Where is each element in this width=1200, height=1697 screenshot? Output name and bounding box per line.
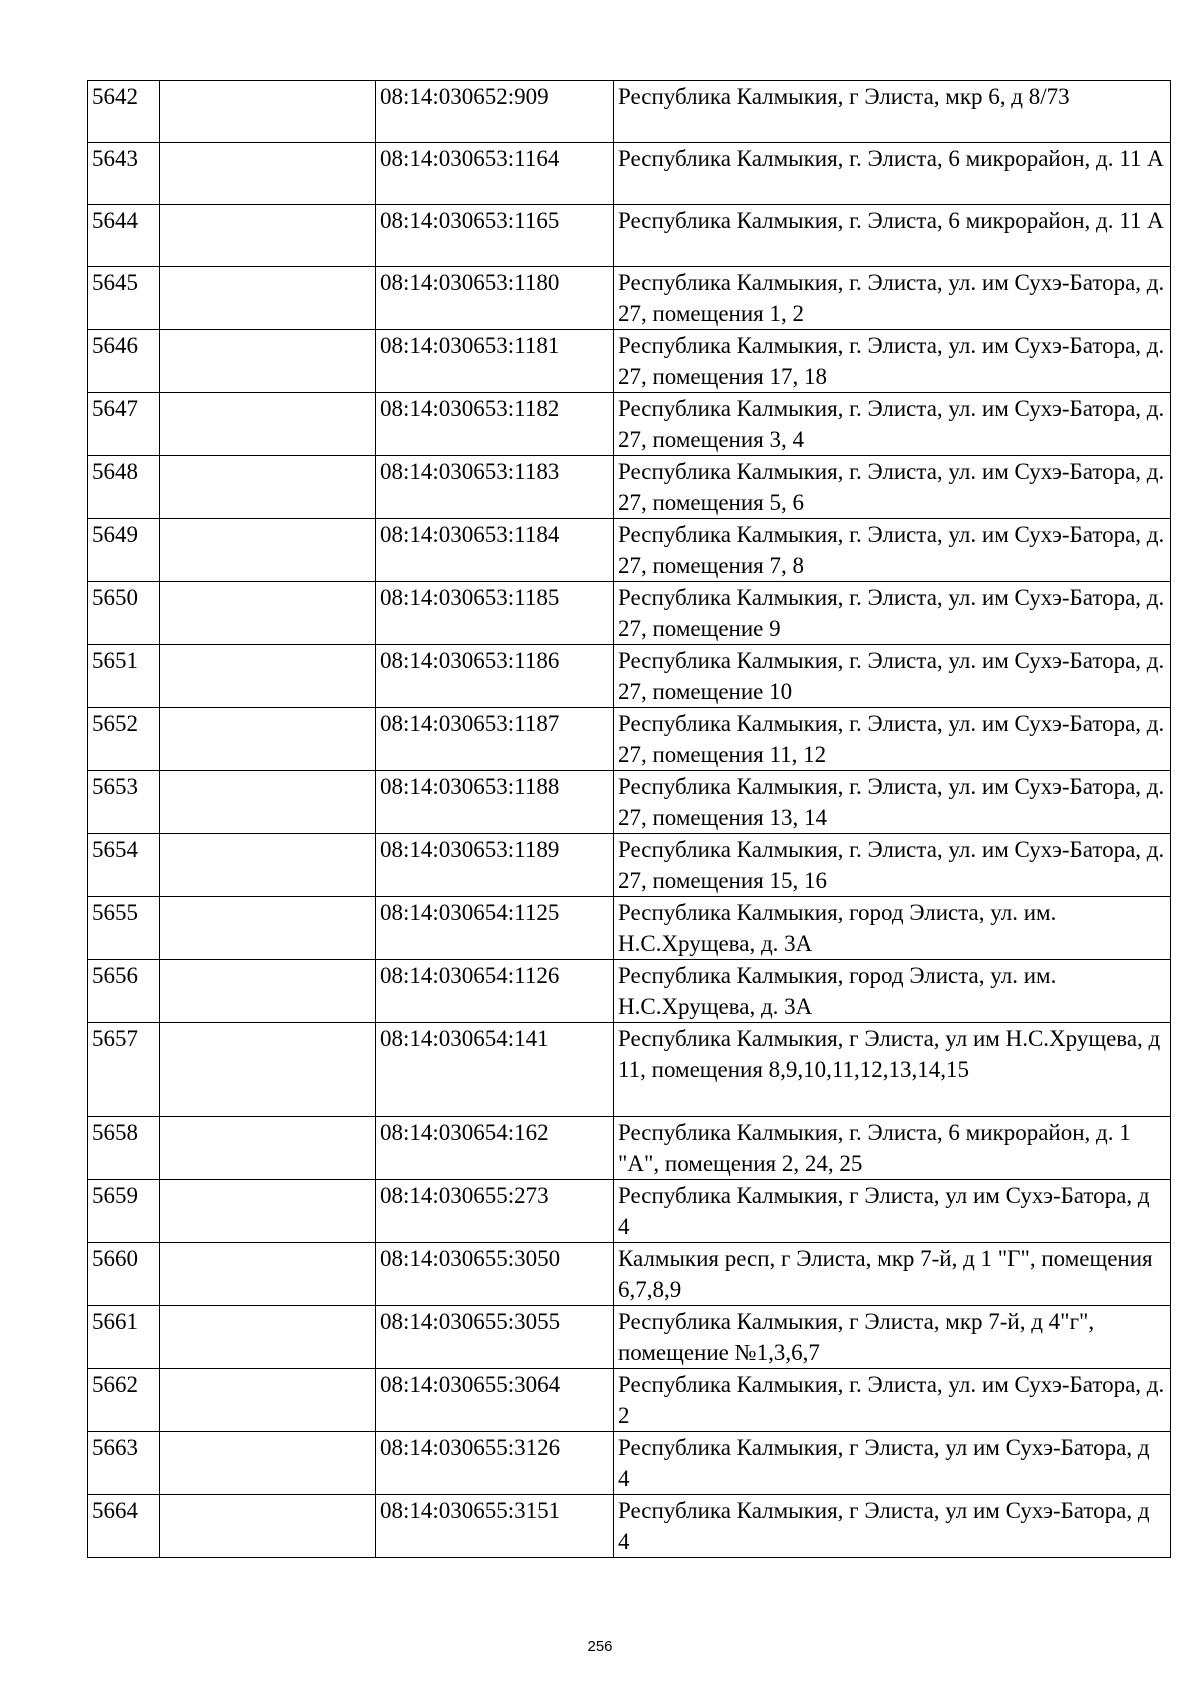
page-number: 256 bbox=[587, 1638, 613, 1655]
address: Республика Калмыкия, г Элиста, ул им Н.С.Хрущева, д 11, помещения 8,9,10,11,12,13,14,15 bbox=[614, 1023, 1171, 1117]
address: Республика Калмыкия, г. Элиста, ул. им Сухэ-Батора, д. 2 bbox=[614, 1369, 1171, 1432]
row-number: 5650 bbox=[88, 582, 160, 645]
empty-cell bbox=[160, 1180, 376, 1243]
empty-cell bbox=[160, 1243, 376, 1306]
table-row bbox=[88, 1023, 1171, 1117]
row-number: 5658 bbox=[88, 1117, 160, 1180]
cadastral-number: 08:14:030652:909 bbox=[376, 81, 614, 143]
cadastral-number: 08:14:030653:1184 bbox=[376, 519, 614, 582]
cadastral-number: 08:14:030653:1189 bbox=[376, 834, 614, 897]
row-number: 5659 bbox=[88, 1180, 160, 1243]
table-row bbox=[88, 1243, 1171, 1306]
address: Республика Калмыкия, г. Элиста, 6 микрорайон, д. 1 "А", помещения 2, 24, 25 bbox=[614, 1117, 1171, 1180]
cadastral-number: 08:14:030653:1183 bbox=[376, 456, 614, 519]
empty-cell bbox=[160, 393, 376, 456]
row-number: 5664 bbox=[88, 1495, 160, 1558]
cadastral-number: 08:14:030653:1182 bbox=[376, 393, 614, 456]
address: Республика Калмыкия, г Элиста, ул им Сухэ-Батора, д 4 bbox=[614, 1432, 1171, 1495]
row-number: 5660 bbox=[88, 1243, 160, 1306]
row-number: 5661 bbox=[88, 1306, 160, 1369]
table-row bbox=[88, 897, 1171, 960]
cadastral-number: 08:14:030653:1187 bbox=[376, 708, 614, 771]
row-number: 5656 bbox=[88, 960, 160, 1023]
empty-cell bbox=[160, 330, 376, 393]
cadastral-number: 08:14:030653:1164 bbox=[376, 143, 614, 205]
table-row bbox=[88, 393, 1171, 456]
cadastral-number: 08:14:030653:1165 bbox=[376, 205, 614, 267]
row-number: 5651 bbox=[88, 645, 160, 708]
empty-cell bbox=[160, 81, 376, 143]
row-number: 5653 bbox=[88, 771, 160, 834]
empty-cell bbox=[160, 834, 376, 897]
cadastral-number: 08:14:030655:3064 bbox=[376, 1369, 614, 1432]
address: Республика Калмыкия, г. Элиста, ул. им Сухэ-Батора, д. 27, помещения 15, 16 bbox=[614, 834, 1171, 897]
empty-cell bbox=[160, 1369, 376, 1432]
address: Республика Калмыкия, г. Элиста, 6 микрорайон, д. 11 А bbox=[614, 143, 1171, 205]
cadastral-number: 08:14:030653:1180 bbox=[376, 267, 614, 330]
empty-cell bbox=[160, 771, 376, 834]
empty-cell bbox=[160, 1306, 376, 1369]
property-table bbox=[87, 80, 1171, 1558]
empty-cell bbox=[160, 960, 376, 1023]
cadastral-number: 08:14:030653:1185 bbox=[376, 582, 614, 645]
row-number: 5654 bbox=[88, 834, 160, 897]
row-number: 5657 bbox=[88, 1023, 160, 1117]
table-row bbox=[88, 330, 1171, 393]
empty-cell bbox=[160, 1023, 376, 1117]
cadastral-number: 08:14:030654:1126 bbox=[376, 960, 614, 1023]
address: Республика Калмыкия, г. Элиста, ул. им Сухэ-Батора, д. 27, помещения 3, 4 bbox=[614, 393, 1171, 456]
table-row bbox=[88, 519, 1171, 582]
cadastral-number: 08:14:030653:1181 bbox=[376, 330, 614, 393]
cadastral-number: 08:14:030653:1186 bbox=[376, 645, 614, 708]
cadastral-number: 08:14:030655:3055 bbox=[376, 1306, 614, 1369]
empty-cell bbox=[160, 205, 376, 267]
table-row bbox=[88, 267, 1171, 330]
cadastral-number: 08:14:030654:141 bbox=[376, 1023, 614, 1117]
address: Калмыкия респ, г Элиста, мкр 7-й, д 1 "Г", помещения 6,7,8,9 bbox=[614, 1243, 1171, 1306]
table-row bbox=[88, 1180, 1171, 1243]
cadastral-number: 08:14:030655:3151 bbox=[376, 1495, 614, 1558]
table-row bbox=[88, 81, 1171, 143]
row-number: 5663 bbox=[88, 1432, 160, 1495]
table-row bbox=[88, 1369, 1171, 1432]
table-row bbox=[88, 1306, 1171, 1369]
row-number: 5643 bbox=[88, 143, 160, 205]
row-number: 5647 bbox=[88, 393, 160, 456]
address: Республика Калмыкия, город Элиста, ул. им. Н.С.Хрущева, д. 3А bbox=[614, 960, 1171, 1023]
cadastral-number: 08:14:030655:3050 bbox=[376, 1243, 614, 1306]
row-number: 5652 bbox=[88, 708, 160, 771]
address: Республика Калмыкия, город Элиста, ул. им. Н.С.Хрущева, д. 3А bbox=[614, 897, 1171, 960]
address: Республика Калмыкия, г. Элиста, ул. им Сухэ-Батора, д. 27, помещения 17, 18 bbox=[614, 330, 1171, 393]
empty-cell bbox=[160, 1432, 376, 1495]
row-number: 5648 bbox=[88, 456, 160, 519]
empty-cell bbox=[160, 267, 376, 330]
table-row bbox=[88, 960, 1171, 1023]
row-number: 5655 bbox=[88, 897, 160, 960]
table-row bbox=[88, 456, 1171, 519]
address: Республика Калмыкия, г. Элиста, ул. им Сухэ-Батора, д. 27, помещения 5, 6 bbox=[614, 456, 1171, 519]
empty-cell bbox=[160, 645, 376, 708]
table-row bbox=[88, 1495, 1171, 1558]
address: Республика Калмыкия, г. Элиста, ул. им Сухэ-Батора, д. 27, помещение 10 bbox=[614, 645, 1171, 708]
table-row bbox=[88, 205, 1171, 267]
row-number: 5662 bbox=[88, 1369, 160, 1432]
cadastral-number: 08:14:030654:162 bbox=[376, 1117, 614, 1180]
address: Республика Калмыкия, г Элиста, ул им Сухэ-Батора, д 4 bbox=[614, 1180, 1171, 1243]
table-row bbox=[88, 708, 1171, 771]
address: Республика Калмыкия, г. Элиста, ул. им Сухэ-Батора, д. 27, помещения 11, 12 bbox=[614, 708, 1171, 771]
address: Республика Калмыкия, г. Элиста, ул. им Сухэ-Батора, д. 27, помещения 1, 2 bbox=[614, 267, 1171, 330]
table-row bbox=[88, 1117, 1171, 1180]
empty-cell bbox=[160, 897, 376, 960]
cadastral-number: 08:14:030655:3126 bbox=[376, 1432, 614, 1495]
empty-cell bbox=[160, 708, 376, 771]
cadastral-number: 08:14:030655:273 bbox=[376, 1180, 614, 1243]
row-number: 5644 bbox=[88, 205, 160, 267]
address: Республика Калмыкия, г Элиста, мкр 6, д 8/73 bbox=[614, 81, 1171, 143]
row-number: 5649 bbox=[88, 519, 160, 582]
table-row bbox=[88, 834, 1171, 897]
address: Республика Калмыкия, г Элиста, ул им Сухэ-Батора, д 4 bbox=[614, 1495, 1171, 1558]
row-number: 5645 bbox=[88, 267, 160, 330]
address: Республика Калмыкия, г. Элиста, 6 микрорайон, д. 11 А bbox=[614, 205, 1171, 267]
address: Республика Калмыкия, г. Элиста, ул. им Сухэ-Батора, д. 27, помещения 7, 8 bbox=[614, 519, 1171, 582]
empty-cell bbox=[160, 1117, 376, 1180]
table-row bbox=[88, 1432, 1171, 1495]
empty-cell bbox=[160, 1495, 376, 1558]
address: Республика Калмыкия, г. Элиста, ул. им Сухэ-Батора, д. 27, помещения 13, 14 bbox=[614, 771, 1171, 834]
table-row bbox=[88, 582, 1171, 645]
cadastral-number: 08:14:030654:1125 bbox=[376, 897, 614, 960]
table-row bbox=[88, 771, 1171, 834]
table-row bbox=[88, 143, 1171, 205]
row-number: 5642 bbox=[88, 81, 160, 143]
address: Республика Калмыкия, г. Элиста, ул. им Сухэ-Батора, д. 27, помещение 9 bbox=[614, 582, 1171, 645]
row-number: 5646 bbox=[88, 330, 160, 393]
cadastral-number: 08:14:030653:1188 bbox=[376, 771, 614, 834]
address: Республика Калмыкия, г Элиста, мкр 7-й, д 4"г", помещение №1,3,6,7 bbox=[614, 1306, 1171, 1369]
empty-cell bbox=[160, 582, 376, 645]
table-row bbox=[88, 645, 1171, 708]
empty-cell bbox=[160, 519, 376, 582]
empty-cell bbox=[160, 456, 376, 519]
empty-cell bbox=[160, 143, 376, 205]
